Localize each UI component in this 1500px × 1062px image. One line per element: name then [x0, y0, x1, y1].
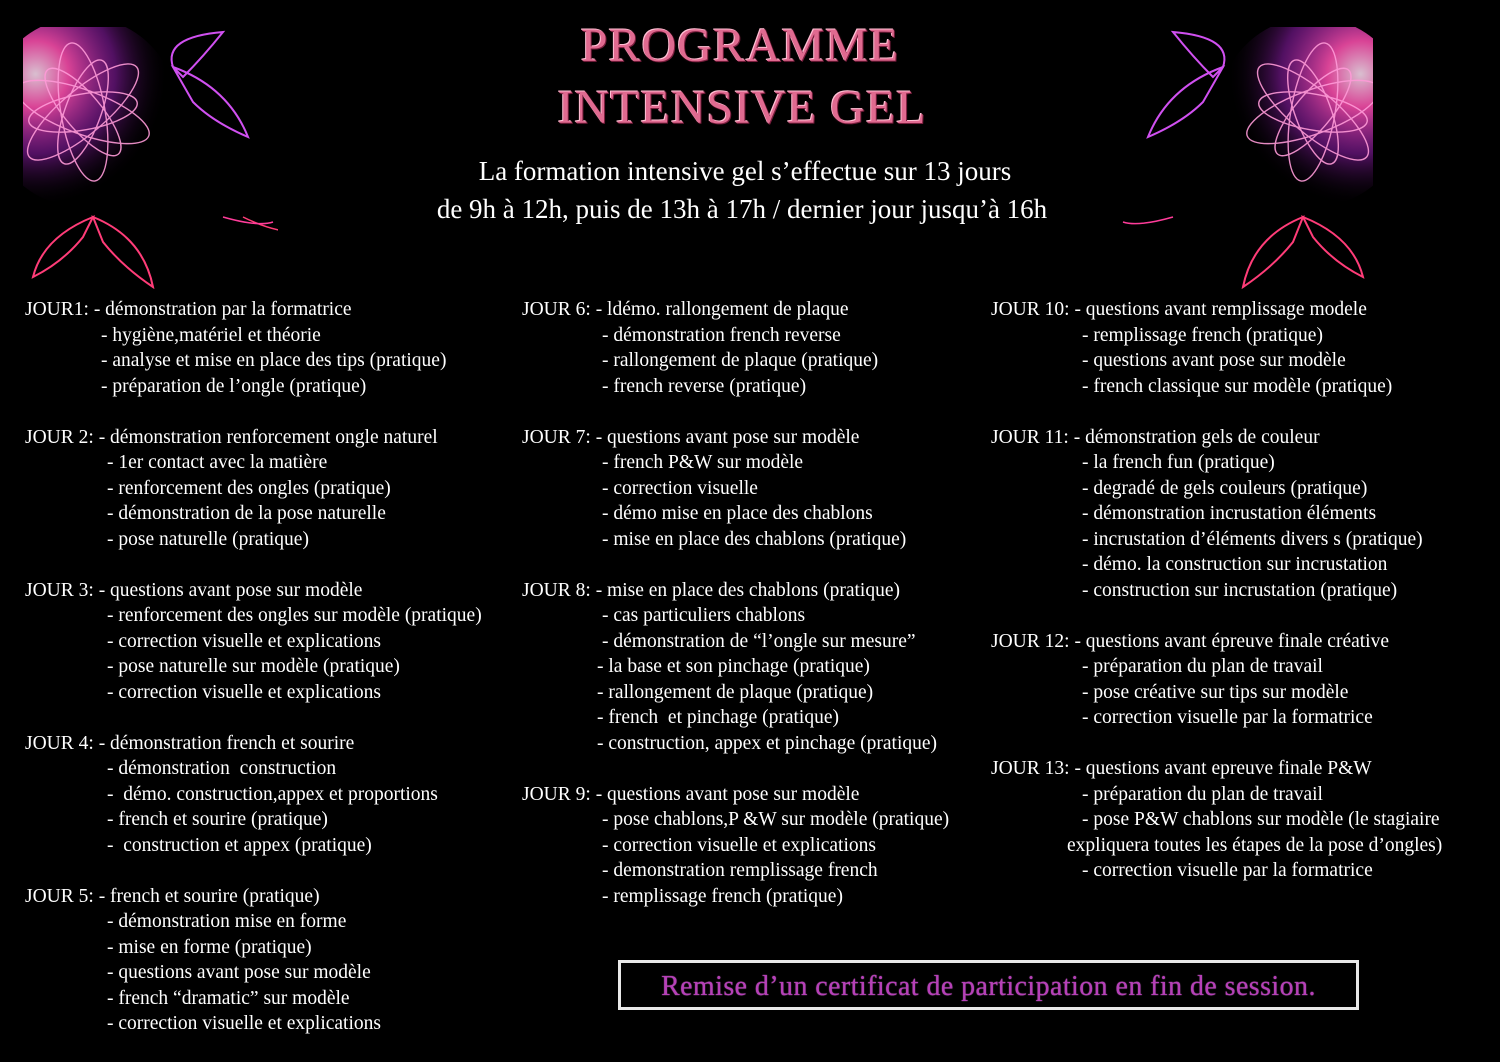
- day-label: JOUR 7:: [522, 426, 591, 448]
- day-item: - préparation du plan de travail: [1082, 656, 1323, 677]
- day-block: [991, 756, 1442, 884]
- day-label: JOUR 2:: [25, 426, 94, 448]
- day-item: - pose naturelle sur modèle (pratique): [107, 656, 400, 677]
- day-item: - remplissage french (pratique): [1082, 324, 1323, 346]
- day-item: - préparation de l’ongle (pratique): [101, 375, 367, 397]
- day-first-row: [25, 297, 482, 323]
- day-label: JOUR 8:: [522, 579, 591, 601]
- day-item: - french et sourire (pratique): [107, 809, 328, 830]
- day-item: - renforcement des ongles sur modèle (pratique): [107, 605, 482, 626]
- day-item: - french et pinchage (pratique): [597, 707, 839, 728]
- day-item: - correction visuelle: [602, 477, 758, 499]
- day-item: - pose P&W chablons sur modèle (le stagiaire: [1082, 809, 1440, 830]
- day-item-text: - démonstration french et sourire: [98, 732, 355, 754]
- day-item: - remplissage french (pratique): [602, 885, 843, 907]
- day-item-text: - ldémo. rallongement de plaque: [595, 299, 849, 320]
- day-block: [991, 297, 1442, 399]
- day-item: - démonstration mise en forme: [107, 911, 347, 932]
- schedule-column-3: [991, 297, 1442, 909]
- day-item: - construction, appex et pinchage (pratique): [597, 732, 938, 754]
- day-item-text: - démonstration renforcement ongle naturel: [98, 426, 438, 448]
- day-item: - démo mise en place des chablons: [602, 503, 873, 524]
- day-item-text: - démonstration gels de couleur: [1073, 426, 1320, 448]
- day-item: - hygiène,matériel et théorie: [101, 324, 321, 346]
- day-item: - cas particuliers chablons: [602, 605, 806, 626]
- day-item-text: - questions avant remplissage modele: [1074, 299, 1367, 320]
- day-item: - la french fun (pratique): [1082, 452, 1275, 473]
- day-first-row: [522, 578, 949, 604]
- day-label: JOUR 3:: [25, 579, 94, 601]
- day-item: - questions avant pose sur modèle: [1082, 350, 1346, 371]
- day-item: - rallongement de plaque (pratique): [602, 350, 879, 371]
- certificate-text: Remise d’un certificat de participation en fin de session.: [661, 970, 1316, 1002]
- day-item-text: - questions avant pose sur modèle: [595, 426, 860, 448]
- day-label: JOUR 13:: [991, 758, 1070, 779]
- day-label: JOUR1:: [25, 299, 89, 320]
- subtitle-line-1: La formation intensive gel s’effectue sur 13 jours: [478, 156, 1012, 186]
- day-item: - correction visuelle et explications: [107, 1013, 381, 1034]
- day-block: [522, 782, 949, 910]
- day-item: - préparation du plan de travail: [1082, 783, 1323, 805]
- day-first-row: [522, 297, 949, 323]
- day-item: - démonstration incrustation éléments: [1082, 503, 1377, 524]
- day-block: [25, 578, 482, 706]
- day-label: JOUR 9:: [522, 783, 591, 805]
- day-item-text: - questions avant pose sur modèle: [98, 579, 363, 601]
- day-item: - mise en forme (pratique): [107, 936, 312, 958]
- day-label: JOUR 5:: [25, 885, 94, 907]
- certificate-box: [618, 960, 1359, 1010]
- day-first-row: [522, 425, 949, 451]
- day-item: - french classique sur modèle (pratique): [1082, 375, 1393, 397]
- day-item: - mise en place des chablons (pratique): [602, 528, 907, 550]
- day-first-row: [522, 782, 949, 808]
- day-block: [522, 578, 949, 757]
- day-item: - 1er contact avec la matière: [107, 452, 328, 473]
- day-item: - french “dramatic” sur modèle: [107, 987, 350, 1009]
- schedule-column-2: [522, 297, 949, 935]
- day-first-row: [991, 297, 1442, 323]
- day-item: - correction visuelle par la formatrice: [1082, 707, 1373, 728]
- day-item-text: - mise en place des chablons (pratique): [595, 579, 900, 601]
- day-item: - questions avant pose sur modèle: [107, 962, 371, 983]
- day-first-row: [25, 884, 482, 910]
- day-first-row: [25, 578, 482, 604]
- page-title-line-1: PROGRAMME: [580, 19, 900, 72]
- day-item: - démonstration de la pose naturelle: [107, 503, 386, 524]
- day-block: [25, 425, 482, 553]
- day-block: [522, 297, 949, 399]
- day-item: - correction visuelle et explications: [107, 630, 381, 652]
- day-block: [25, 884, 482, 1037]
- day-label: JOUR 6:: [522, 299, 591, 320]
- day-item: - rallongement de plaque (pratique): [597, 681, 874, 703]
- day-item: - démo. construction,appex et proportions: [107, 783, 438, 805]
- day-item-text: - french et sourire (pratique): [98, 885, 320, 907]
- day-item: - démonstration french reverse: [602, 324, 841, 346]
- day-item-text: - démonstration par la formatrice: [93, 299, 352, 320]
- day-label: JOUR 11:: [991, 426, 1069, 448]
- day-item: - démonstration de “l’ongle sur mesure”: [602, 630, 916, 652]
- day-block: [991, 629, 1442, 731]
- day-label: JOUR 4:: [25, 732, 94, 754]
- page-title-line-2: INTENSIVE GEL: [557, 81, 927, 134]
- day-item: - incrustation d’éléments divers s (pratique): [1082, 528, 1423, 550]
- day-block: [25, 731, 482, 859]
- day-item: - french reverse (pratique): [602, 375, 807, 397]
- day-item: - pose créative sur tips sur modèle: [1082, 681, 1349, 703]
- day-item-text: - questions avant epreuve finale P&W: [1074, 758, 1372, 779]
- day-item: - correction visuelle et explications: [107, 681, 381, 703]
- day-label: JOUR 10:: [991, 299, 1070, 320]
- schedule-column-1: [25, 297, 482, 1062]
- day-item: - correction visuelle et explications: [602, 834, 876, 856]
- day-item: - construction et appex (pratique): [107, 834, 372, 856]
- day-label: JOUR 12:: [991, 630, 1070, 652]
- day-first-row: [25, 731, 482, 757]
- day-item: - renforcement des ongles (pratique): [107, 477, 391, 499]
- day-item: - la base et son pinchage (pratique): [597, 656, 870, 677]
- day-first-row: [25, 425, 482, 451]
- day-item-text: - questions avant pose sur modèle: [595, 783, 860, 805]
- day-first-row: [991, 756, 1442, 782]
- day-item: - analyse et mise en place des tips (pratique): [101, 350, 447, 371]
- day-first-row: [991, 425, 1442, 451]
- subtitle-line-2: de 9h à 12h, puis de 13h à 17h / dernier jour jusqu’à 16h: [436, 194, 1048, 224]
- day-item: - construction sur incrustation (pratique): [1082, 579, 1398, 601]
- day-item: expliquera toutes les étapes de la pose d’ongles): [1067, 834, 1443, 856]
- day-item: - démo. la construction sur incrustation: [1082, 554, 1388, 575]
- day-item: - degradé de gels couleurs (pratique): [1082, 477, 1368, 499]
- day-first-row: [991, 629, 1442, 655]
- day-item: - correction visuelle par la formatrice: [1082, 860, 1373, 881]
- day-item: - pose naturelle (pratique): [107, 528, 309, 550]
- day-block: [25, 297, 482, 399]
- day-item-text: - questions avant épreuve finale créative: [1074, 630, 1389, 652]
- day-item: - french P&W sur modèle: [602, 452, 804, 473]
- day-block: [991, 425, 1442, 604]
- day-item: - demonstration remplissage french: [602, 860, 878, 881]
- day-block: [522, 425, 949, 553]
- day-item: - démonstration construction: [107, 758, 337, 779]
- day-item: - pose chablons,P &W sur modèle (pratique): [602, 809, 950, 830]
